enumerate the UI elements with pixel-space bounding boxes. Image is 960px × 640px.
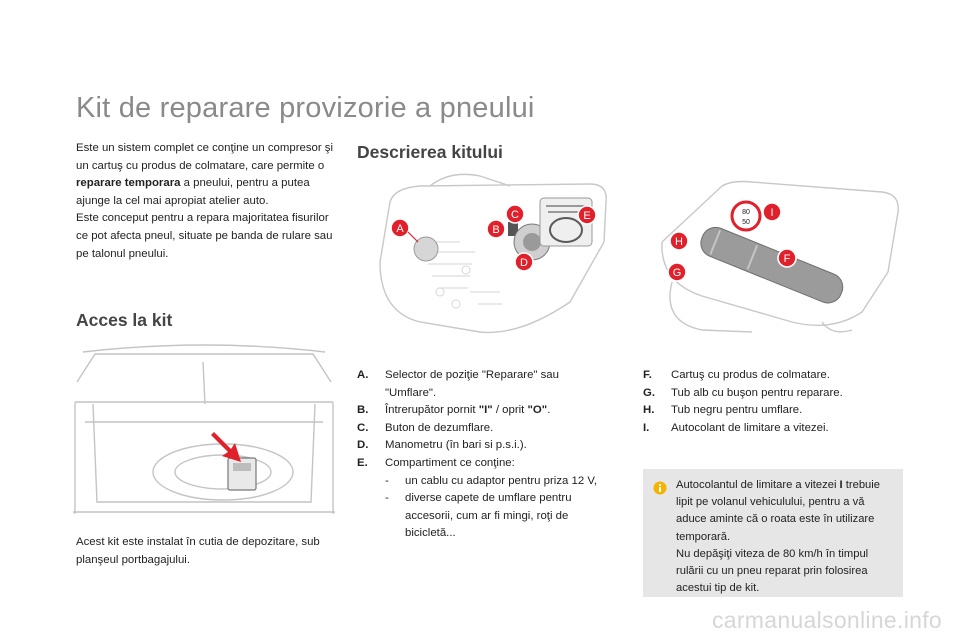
info-note bbox=[643, 469, 903, 597]
sub-item bbox=[385, 473, 607, 491]
note-bold: I bbox=[839, 479, 843, 491]
item-text: / oprit bbox=[492, 404, 528, 417]
item-text: Tub negru pentru umflare. bbox=[671, 404, 803, 417]
acces-text: Acest kit este instalat în cutia de depozitare, sub planşeul portbagajului. bbox=[76, 536, 320, 566]
label-f: F bbox=[783, 253, 791, 265]
page-title: Kit de reparare provizorie a pneului bbox=[76, 92, 535, 124]
list-item bbox=[643, 402, 905, 420]
label-i: I bbox=[770, 207, 774, 219]
item-key: B. bbox=[357, 404, 369, 417]
sub-text: un cablu cu adaptor pentru priza 12 V, bbox=[405, 474, 598, 487]
intro-text bbox=[76, 140, 338, 263]
item-text: . bbox=[547, 404, 551, 417]
item-text: Autocolant de limitare a vitezei. bbox=[671, 421, 829, 434]
intro-paragraph-1 bbox=[76, 140, 338, 210]
label-d: D bbox=[520, 257, 528, 269]
label-b: B bbox=[492, 224, 500, 236]
list-item bbox=[357, 420, 607, 438]
descriere-heading: Descrierea kitului bbox=[357, 142, 503, 162]
sticker-text-top: 80 bbox=[742, 209, 750, 216]
list-item bbox=[357, 402, 607, 420]
label-e: E bbox=[583, 210, 591, 222]
item-text: Manometru (în bari si p.s.i.). bbox=[385, 439, 527, 452]
item-text: Buton de dezumflare. bbox=[385, 421, 494, 434]
sub-dash: - bbox=[385, 492, 389, 505]
item-text: Tub alb cu buşon pentru reparare. bbox=[671, 386, 843, 399]
item-key: C. bbox=[357, 421, 369, 434]
note-part: Autocolantul de limitare a vitezei bbox=[676, 479, 840, 491]
sub-dash: - bbox=[385, 474, 389, 487]
list-item bbox=[643, 420, 905, 438]
item-bold: "I" bbox=[478, 404, 493, 417]
label-a: A bbox=[396, 223, 404, 235]
sub-list bbox=[385, 473, 607, 543]
intro-bold: reparare temporara bbox=[76, 177, 181, 190]
sub-text: diverse capete de umflare pentru accesorii, cum ar fi mingi, roţi de bicicletă... bbox=[405, 492, 572, 540]
list-item bbox=[357, 367, 607, 402]
intro-part: Este un sistem complet ce conţine un compresor şi un cartuş cu produs de colmatare, care permite o bbox=[76, 142, 334, 172]
item-bold: "O" bbox=[527, 404, 548, 417]
note-part: trebuie lipit pe volanul vehiculului, pentru a vă aduce aminte că o roata este în utilizare temporară. bbox=[676, 479, 880, 543]
item-key: G. bbox=[643, 386, 656, 399]
item-text: Întrerupător pornit bbox=[385, 404, 479, 417]
info-icon bbox=[653, 481, 667, 495]
sub-item bbox=[385, 490, 607, 543]
compressor-illustration bbox=[360, 172, 610, 340]
note-text bbox=[676, 477, 898, 597]
description-list-left bbox=[357, 367, 607, 543]
item-text: Cartuş cu produs de colmatare. bbox=[671, 369, 830, 381]
list-item bbox=[357, 437, 607, 455]
sticker-text-bottom: 50 bbox=[742, 219, 750, 226]
list-item bbox=[357, 455, 607, 543]
label-g: G bbox=[672, 267, 682, 279]
description-list-right bbox=[643, 367, 905, 437]
note-paragraph-1 bbox=[676, 477, 898, 546]
item-key: A. bbox=[357, 369, 369, 381]
item-key: H. bbox=[643, 404, 655, 417]
kit-underside-illustration bbox=[642, 172, 904, 340]
item-text: Compartiment ce conţine: bbox=[385, 456, 515, 469]
label-h: H bbox=[675, 236, 683, 248]
trunk-illustration bbox=[73, 342, 335, 514]
item-key: D. bbox=[357, 439, 369, 452]
list-item bbox=[643, 367, 905, 385]
intro-paragraph-2: Este conceput pentru a repara majoritatea fisurilor ce pot afecta pneul, situate pe banda de rulare sau pe talonul pneului. bbox=[76, 212, 333, 260]
list-item bbox=[643, 385, 905, 403]
watermark: carmanualsonline.info bbox=[711, 607, 942, 633]
item-text: Selector de poziţie "Reparare" sau "Umflare". bbox=[385, 369, 559, 399]
acces-heading: Acces la kit bbox=[76, 310, 173, 330]
note-paragraph-2: Nu depăşiţi viteza de 80 km/h în timpul rulării cu un pneu reparat prin folosirea acestui tip de kit. bbox=[676, 547, 869, 595]
item-key: E. bbox=[357, 456, 368, 469]
item-key: F. bbox=[643, 369, 652, 381]
intro-part: a pneului, pentru a putea ajunge la cel mai apropiat atelier auto. bbox=[76, 177, 310, 207]
item-key: I. bbox=[643, 421, 650, 434]
label-c: C bbox=[511, 209, 519, 221]
